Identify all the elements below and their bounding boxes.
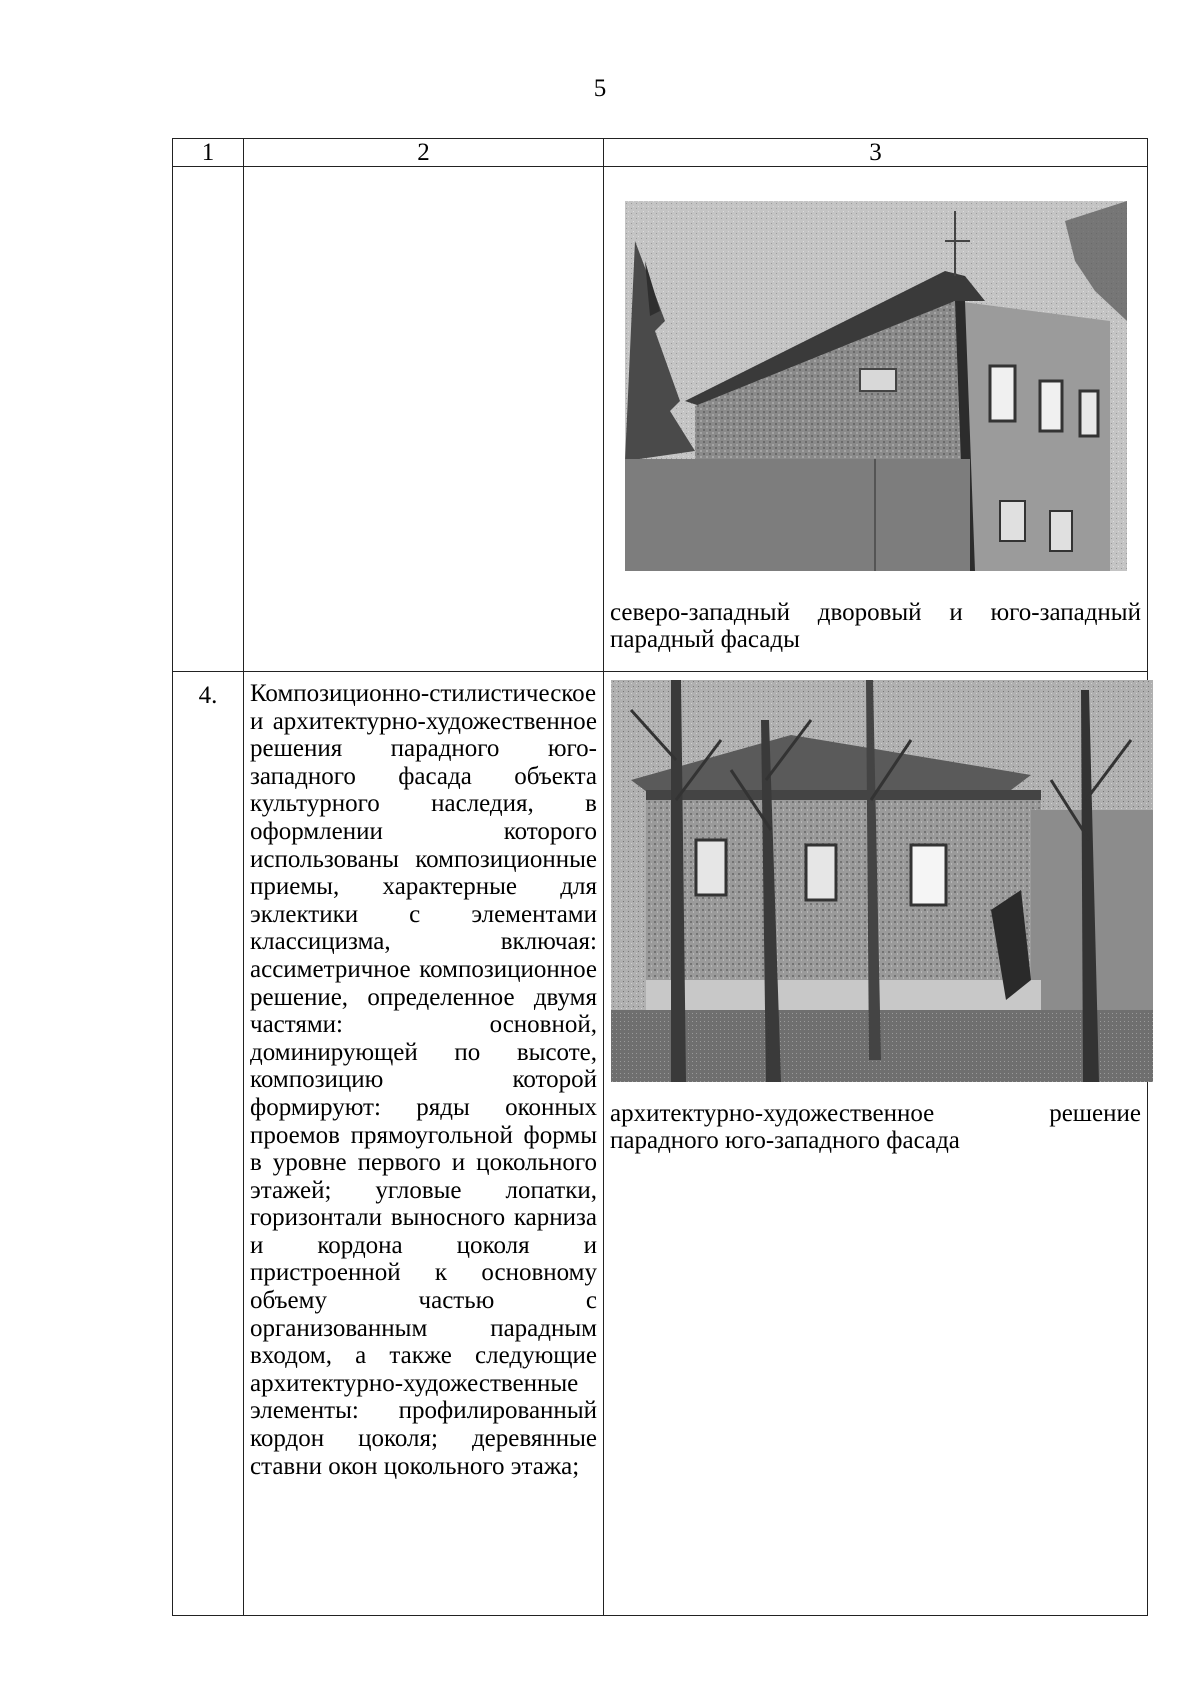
header-cell-3: 3 [604,139,1148,167]
row-number [173,167,244,672]
photo-caption: северо-западный дворовый и юго-западный парадный фасады [610,599,1141,653]
row-description [244,167,604,672]
table-row [173,672,1148,1616]
building-photo-icon [625,201,1127,571]
header-cell-1: 1 [173,139,244,167]
photo-caption: архитектурно-художественное решение парадного юго-западного фасада [610,1100,1141,1154]
document-table [172,138,1148,1616]
photo-cell [604,167,1148,672]
page-number: 5 [593,75,607,102]
table-header-row [173,139,1148,167]
row-number: 4. [173,672,244,1616]
table-row [173,167,1148,672]
photo-cell [604,672,1148,1616]
header-cell-2: 2 [244,139,604,167]
row-description: Композиционно-стилистическое и архитектурно-художественное решения парадного юго-западного фасада объекта культурного наследия, в оформлении которого использованы композиционные приемы, характерные для эклектики с элементами классицизма, включая: ассиметричное композиционное решение, определенное двумя частями: основной, доминирующей по высоте, композицию которой формируют: ряды оконных проемов прямоугольной формы в уровне первого и цокольного этажей; угловые лопатки, горизонтали выносного карниза и кордона цоколя и пристроенной к основному объему частью с организованным парадным входом, а также следующие архитектурно-художественные элементы: профилированный кордон цоколя; деревянные ставни окон цокольного этажа; [244,672,604,1616]
building-facade-photo-icon [611,680,1153,1082]
